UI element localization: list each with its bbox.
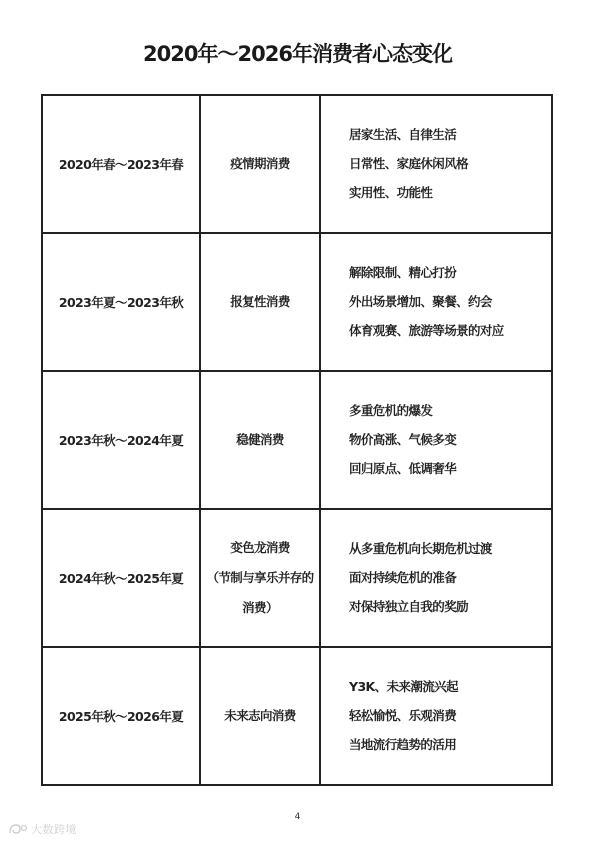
trait-item: 当地流行趋势的活用	[349, 737, 457, 752]
consumption-type-label: 报复性消费	[230, 294, 290, 309]
trait-item: 面对持续危机的准备	[349, 570, 457, 585]
brand-logo-icon	[8, 823, 28, 835]
consumption-type-cell	[200, 509, 320, 647]
trait-item: 物价高涨、气候多变	[349, 432, 457, 447]
trait-item: 实用性、功能性	[349, 185, 433, 200]
period-cell: 2020年春～2023年春	[42, 95, 200, 233]
consumption-type-cell	[200, 233, 320, 371]
table-row	[42, 233, 552, 371]
consumption-type-label: 稳健消费	[236, 432, 284, 447]
traits-cell	[320, 95, 552, 233]
trait-item: 轻松愉悦、乐观消费	[349, 708, 457, 723]
consumption-type-cell	[200, 371, 320, 509]
page-number: 4	[294, 812, 301, 822]
consumer-mindset-table	[41, 94, 553, 786]
period-cell: 2024年秋～2025年夏	[42, 509, 200, 647]
traits-cell	[320, 233, 552, 371]
trait-item: 回归原点、低调奢华	[349, 461, 457, 476]
traits-cell	[320, 647, 552, 785]
consumption-type-label: 疫情期消费	[230, 156, 290, 171]
trait-item: Y3K、未来潮流兴起	[349, 679, 458, 694]
table-row	[42, 509, 552, 647]
watermark-text: 大数跨境	[31, 823, 77, 836]
trait-item: 日常性、家庭休闲风格	[349, 156, 469, 171]
trait-item: 对保持独立自我的奖励	[349, 599, 469, 614]
traits-cell	[320, 509, 552, 647]
consumption-type-cell	[200, 95, 320, 233]
period-cell: 2023年夏～2023年秋	[42, 233, 200, 371]
table-row	[42, 647, 552, 785]
page-title: 2020年～2026年消费者心态变化	[143, 42, 452, 66]
trait-item: 多重危机的爆发	[349, 403, 433, 418]
period-cell: 2025年秋～2026年夏	[42, 647, 200, 785]
table-row	[42, 95, 552, 233]
trait-item: 居家生活、自律生活	[349, 127, 457, 142]
consumption-type-note: （节制与享乐并存的消费）	[206, 570, 314, 615]
consumption-type-label: 变色龙消费	[230, 540, 290, 555]
traits-cell	[320, 371, 552, 509]
period-cell: 2023年秋～2024年夏	[42, 371, 200, 509]
table-row	[42, 371, 552, 509]
watermark	[8, 821, 77, 837]
trait-item: 解除限制、精心打扮	[349, 265, 457, 280]
trait-item: 体育观赛、旅游等场景的对应	[349, 323, 504, 338]
consumption-type-label: 未来志向消费	[224, 708, 296, 723]
trait-item: 外出场景增加、聚餐、约会	[349, 294, 492, 309]
trait-item: 从多重危机向长期危机过渡	[349, 541, 492, 556]
consumption-type-cell	[200, 647, 320, 785]
